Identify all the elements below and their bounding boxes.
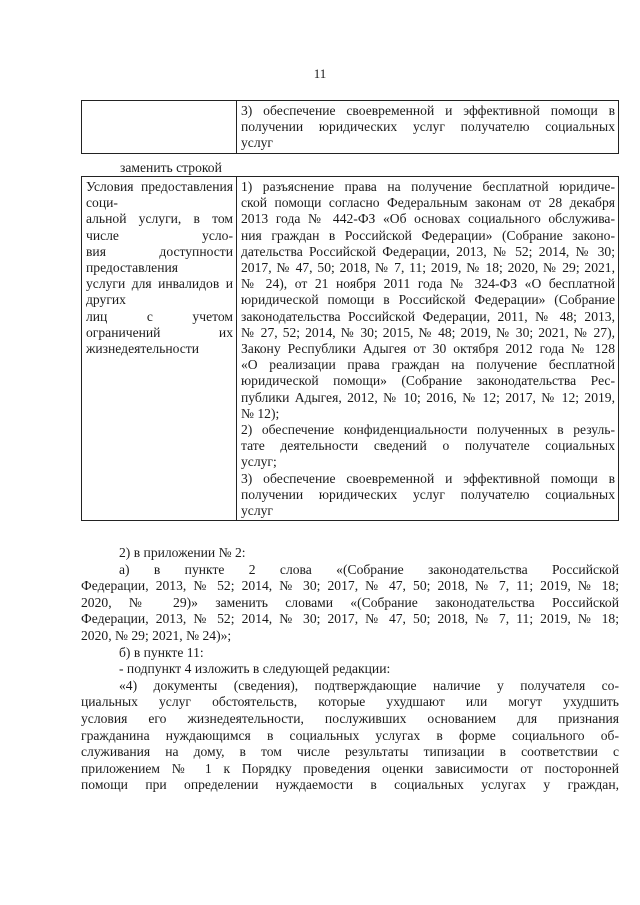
text-line: № 24), от 21 ноября 2011 года № 324-ФЗ «О бесплатной	[241, 276, 615, 292]
text-line: Закону Республики Адыгея от 30 октября 2012 года № 128	[241, 341, 615, 357]
table-cell-left	[82, 177, 237, 521]
text-line: «О реализации права граждан на получение бесплатной	[241, 357, 615, 373]
paragraph-line: а) в пункте 2 слова «(Собрание законодательства Российской	[119, 561, 619, 577]
text-line: № 12);	[241, 405, 280, 421]
paragraph-line: 2020, № 29)» заменить словами «(Собрание законодательства Российской	[81, 594, 619, 610]
text-line: юридической помощи» (Собрание законодательства Рес-	[241, 373, 615, 389]
text-line: законодательства Российской Федерации, 2011, № 48; 2013,	[241, 308, 615, 324]
text-line: получении юридических услуг получателю социальных	[241, 486, 615, 502]
paragraph-line: служивания на дому, в том числе результаты типизации в соответствии с	[81, 744, 619, 760]
text-line: юридической помощи в Российской Федерации» (Собрание	[241, 292, 615, 308]
paragraph-line: циальных услуг обстоятельств, которые ухудшают или могут ухудшить	[81, 694, 619, 710]
text-line: ния граждан в Российской Федерации» (Собрание законо-	[241, 227, 615, 243]
paragraph-line: условия его жизнедеятельности, послуживших основанием для признания	[81, 710, 619, 726]
paragraph-line: приложением № 1 к Порядку проведения оценки зависимости от посторонней	[81, 760, 619, 776]
paragraph-line: 2) в приложении № 2:	[119, 545, 246, 560]
text-line: № 27, 52; 2014, № 30; 2015, № 48; 2019, № 30; 2021, № 27),	[241, 324, 615, 340]
table-cell-right	[237, 101, 619, 154]
text-line: вия доступности предоставления	[86, 243, 233, 276]
text-line: 3) обеспечение своевременной и эффективной помощи в	[241, 470, 615, 486]
text-line: получении юридических услуг получателю социальных	[241, 119, 615, 135]
text-line: услуг	[241, 503, 273, 519]
table-cell-right	[237, 177, 619, 521]
text-line: услуг;	[241, 454, 277, 470]
paragraph-line: помощи при определении нуждаемости в социальных услугах у граждан,	[81, 777, 619, 793]
text-line: услуги для инвалидов и других	[86, 276, 233, 308]
table-row	[82, 101, 619, 154]
text-line: 2) обеспечение конфиденциальности полученных в резуль-	[241, 422, 615, 438]
text-line: ской помощи согласно Федеральным законам от 28 декабря	[241, 195, 615, 211]
table-row	[82, 177, 619, 521]
paragraph-line: «4) документы (сведения), подтверждающие наличие у получателя со-	[119, 677, 619, 693]
text-line: тате деятельности сведений о получателе социальных	[241, 438, 615, 454]
text-line: лиц с учетом ограничений их	[86, 308, 233, 340]
paragraph-line: 2020, № 29; 2021, № 24)»;	[81, 627, 232, 643]
table-top-fragment	[81, 100, 619, 154]
page-number: 11	[313, 66, 327, 81]
text-line: дательства Российской Федерации, 2013, № 52; 2014, № 30;	[241, 243, 615, 259]
paragraph-line: Федерации, 2013, № 52; 2014, № 30; 2017, № 47, 50; 2018, № 7, 11; 2019, № 18;	[81, 611, 619, 627]
table-cell-empty	[82, 101, 237, 154]
text-line: альной услуги, в том числе усло-	[86, 211, 233, 243]
text-line: 2013 года № 442-ФЗ «Об основах социального обслужива-	[241, 211, 615, 227]
paragraph-line: б) в пункте 11:	[119, 644, 204, 660]
text-line: 1) разъяснение права на получение бесплатной юридиче-	[241, 179, 615, 194]
text-line: 3) обеспечение своевременной и эффективной помощи в	[241, 103, 615, 118]
paragraph-line: гражданина нуждающимся в социальных услугах в форме социального об-	[81, 727, 619, 743]
replace-label: заменить строкой	[120, 160, 222, 175]
text-line: Условия предоставления соци-	[86, 179, 233, 211]
paragraph-line: - подпункт 4 изложить в следующей редакции:	[119, 661, 391, 677]
text-line: услуг	[241, 135, 273, 151]
text-line: жизнедеятельности	[86, 341, 199, 357]
body-text	[81, 545, 619, 794]
text-line: 2017, № 47, 50; 2018, № 7, 11; 2019, № 18; 2020, № 29; 2021,	[241, 260, 615, 276]
table-main	[81, 176, 619, 521]
paragraph-line: Федерации, 2013, № 52; 2014, № 30; 2017, № 47, 50; 2018, № 7, 11; 2019, № 18;	[81, 578, 619, 594]
text-line: публики Адыгея, 2012, № 10; 2016, № 12; 2017, № 12; 2019,	[241, 389, 615, 405]
